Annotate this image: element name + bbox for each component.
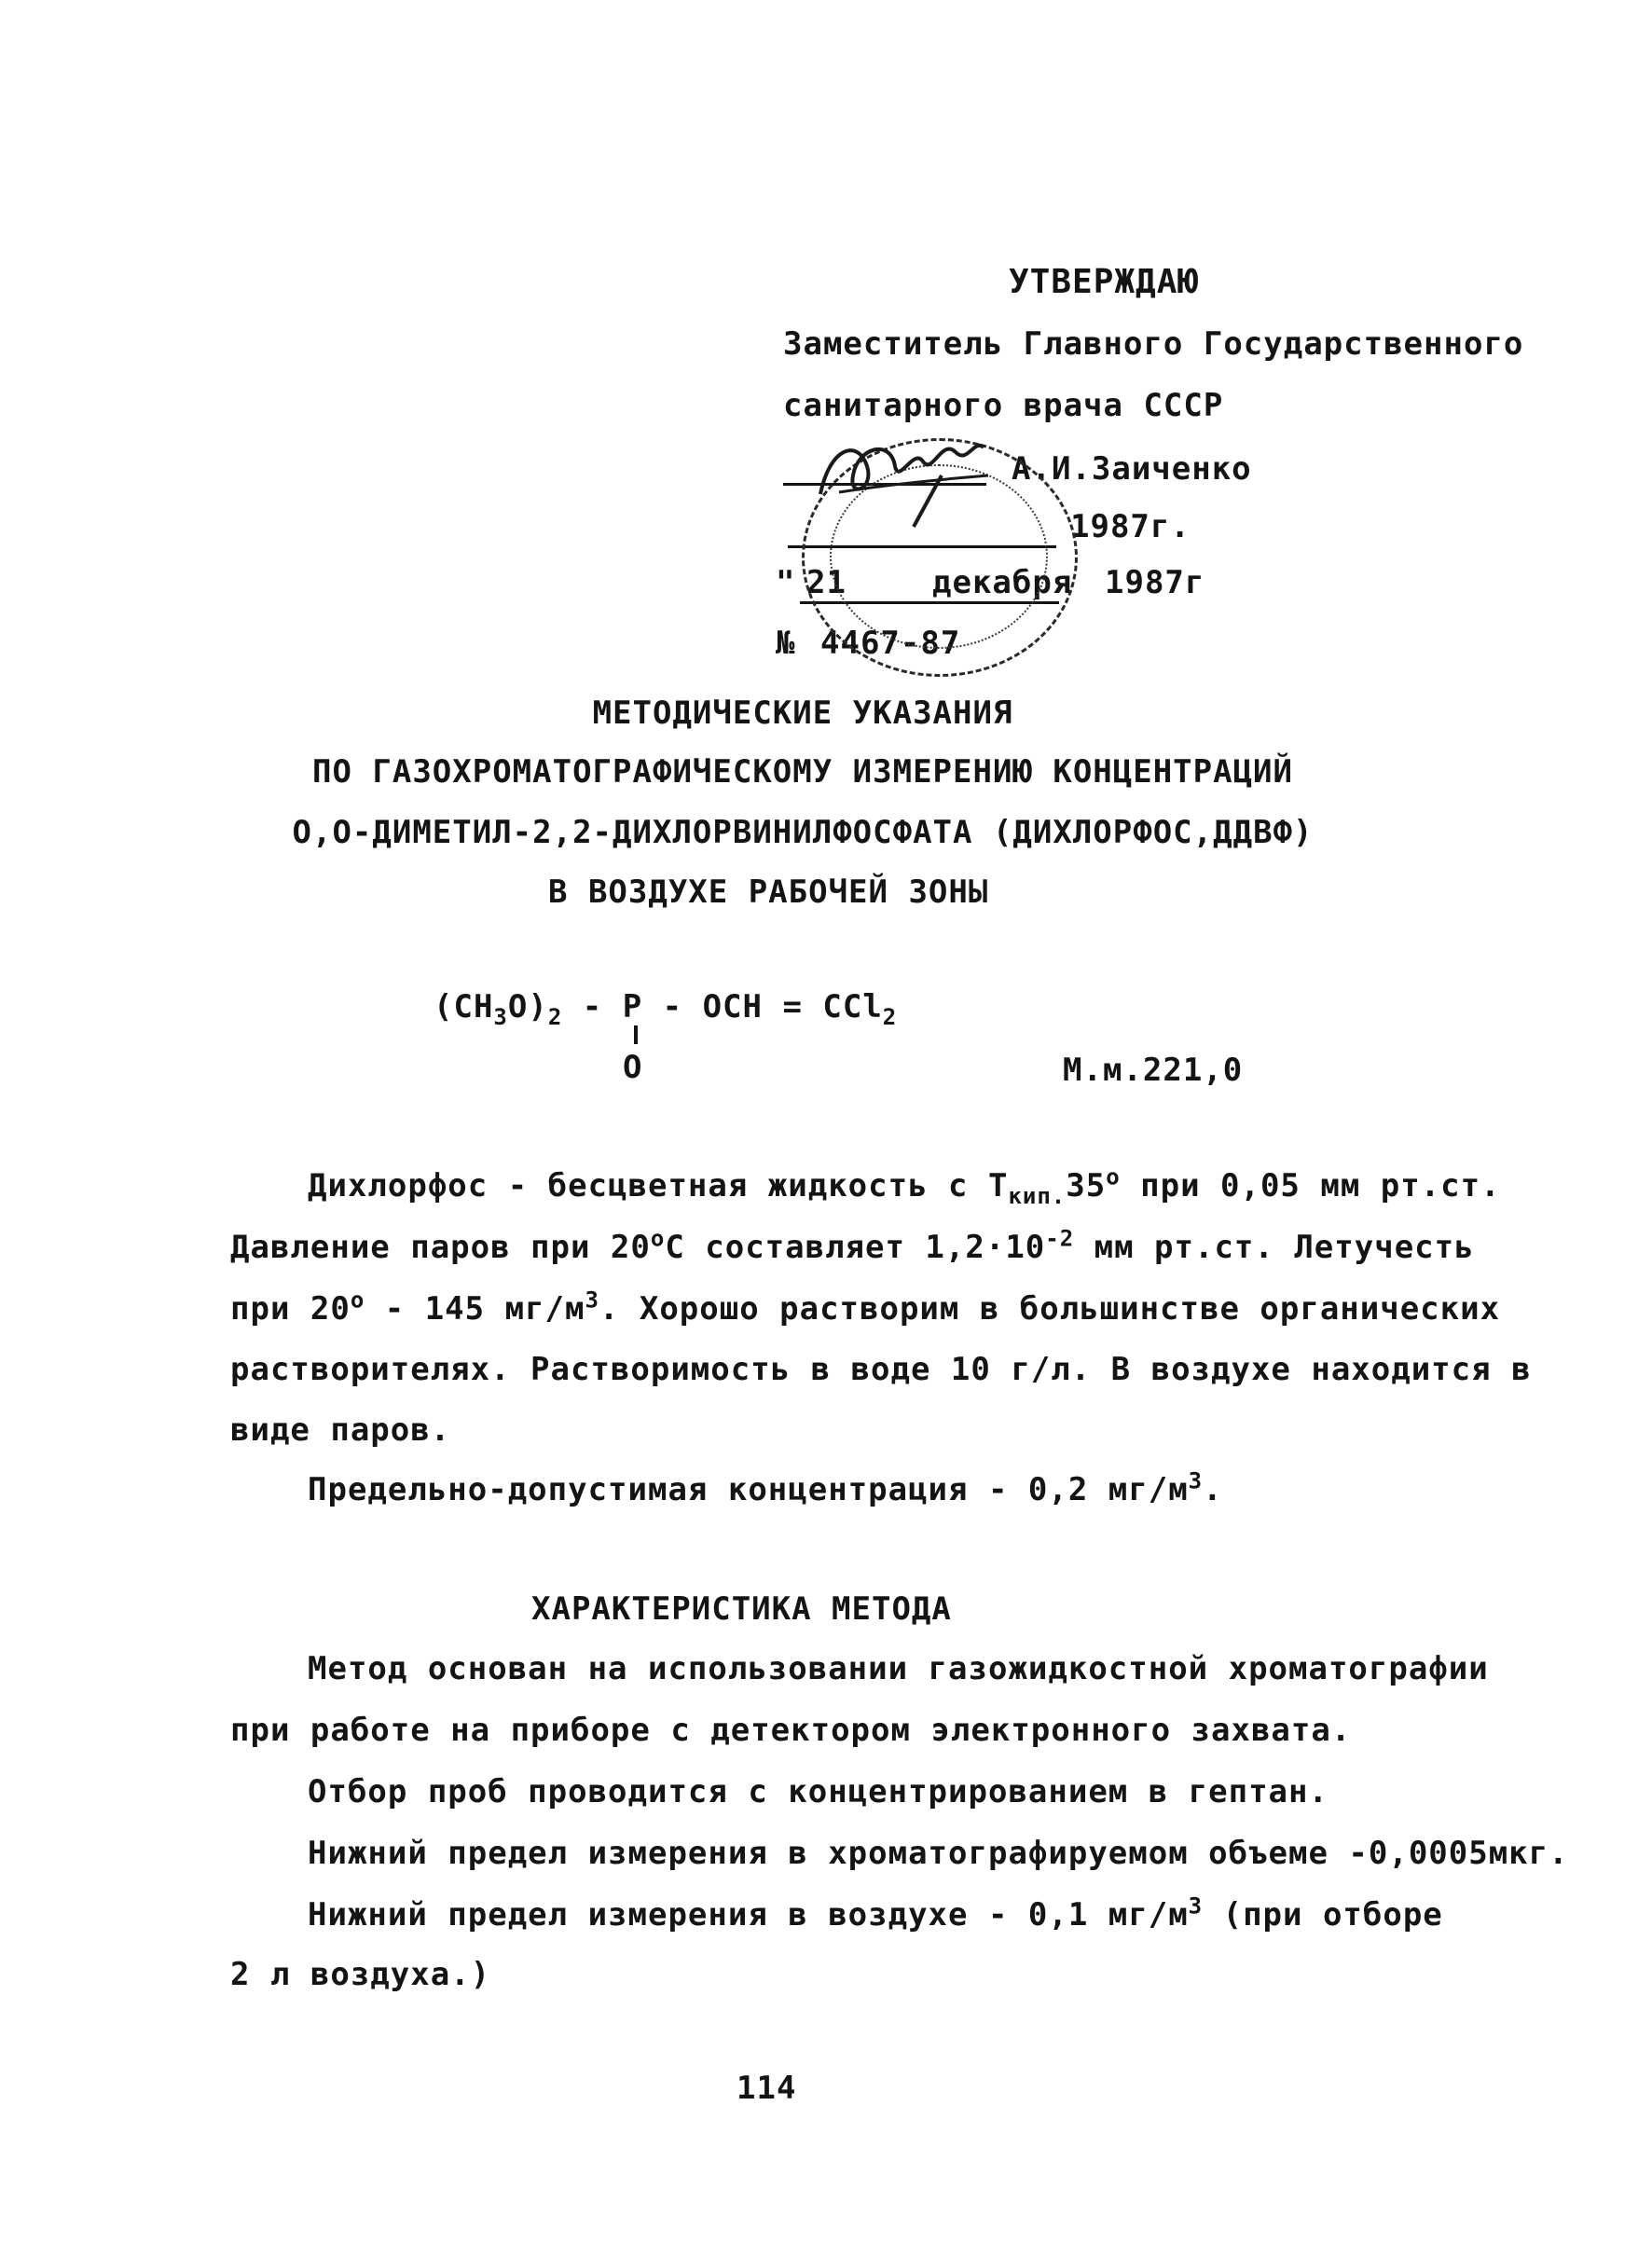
title-line-2: ПО ГАЗОХРОМАТОГРАФИЧЕСКОМУ ИЗМЕРЕНИЮ КОНЦЕНТРАЦИЙ [311, 753, 1294, 791]
method-line-5-sup: 3 [1188, 1892, 1204, 1920]
properties-line-6-sup: 3 [1188, 1467, 1204, 1494]
formula-sub-b: 2 [547, 1003, 563, 1030]
approval-signer: А.И.Заиченко [1012, 450, 1252, 488]
approval-date-prefix: " [776, 564, 796, 601]
properties-line-6-b: . [1203, 1471, 1223, 1508]
method-line-4: Нижний предел измерения в хроматографируемом объеме -0,0005мкг. [308, 1835, 1569, 1872]
method-line-5 [308, 1892, 1443, 1934]
properties-line-1 [308, 1163, 1501, 1209]
formula-double-bond [634, 1025, 638, 1044]
properties-line-5: виде паров. [230, 1411, 451, 1449]
approval-number: 4467-87 [820, 625, 961, 662]
approval-date-day: 21 [806, 564, 847, 601]
properties-line-2-a: Давление паров при 20 [230, 1229, 651, 1266]
approval-date-year: 1987г [1105, 564, 1205, 601]
title-line-4: В ВОЗДУХЕ РАБОЧЕЙ ЗОНЫ [548, 874, 989, 911]
properties-line-4: растворителях. Растворимость в воде 10 г/л. В воздухе находится в [230, 1351, 1532, 1388]
properties-line-3-b: - 145 мг/м [365, 1290, 585, 1328]
properties-line-2-c: мм рт.ст. Летучесть [1074, 1229, 1475, 1266]
method-heading: ХАРАКТЕРИСТИКА МЕТОДА [531, 1590, 952, 1628]
formula-oxygen: O [623, 1049, 643, 1086]
approval-date-month: декабря [932, 564, 1073, 601]
chemical-formula [434, 988, 898, 1030]
properties-line-3-c: . Хорошо растворим в большинстве органических [599, 1290, 1501, 1328]
handwritten-signature [802, 410, 1007, 531]
properties-line-2-sup: о [650, 1225, 666, 1252]
properties-line-1-sub: кип. [1008, 1182, 1067, 1209]
properties-line-3-sup: о [350, 1287, 365, 1314]
page-number: 114 [737, 2070, 797, 2107]
method-line-5-b: (при отборе [1203, 1896, 1443, 1934]
properties-line-3 [230, 1287, 1501, 1328]
approval-number-prefix: № [776, 625, 796, 662]
molecular-mass: М.м.221,0 [1063, 1052, 1244, 1089]
properties-line-2-b: С составляет 1,2·10 [665, 1229, 1046, 1266]
title-line-3: О,О-ДИМЕТИЛ-2,2-ДИХЛОРВИНИЛФОСФАТА (ДИХЛОРФОС,ДДВФ) [292, 814, 1314, 851]
properties-line-2 [230, 1225, 1475, 1267]
properties-line-6-a: Предельно-допустимая концентрация - 0,2 мг/м [308, 1471, 1189, 1508]
properties-line-6 [308, 1467, 1223, 1509]
formula-part-b: O) [507, 988, 548, 1025]
method-line-6: 2 л воздуха.) [230, 1956, 491, 1993]
formula-part-a: (CH [434, 988, 494, 1025]
properties-line-1-a: Дихлорфос - бесцветная жидкость с Т [308, 1167, 1009, 1204]
method-line-1: Метод основан на использовании газожидкостной хроматографии [308, 1650, 1489, 1687]
approval-position-line2: санитарного врача СССР [783, 387, 1224, 424]
properties-line-1-b: 35 [1066, 1167, 1107, 1204]
formula-part-c: - P - OCH = CCl [562, 988, 883, 1025]
approval-heading: УТВЕРЖДАЮ [1009, 263, 1200, 301]
approval-position-line1: Заместитель Главного Государственного [783, 325, 1524, 363]
formula-sub-c: 2 [882, 1003, 898, 1030]
properties-line-2-sup2: -2 [1045, 1225, 1075, 1252]
title-line-1: МЕТОДИЧЕСКИЕ УКАЗАНИЯ [592, 695, 1013, 732]
properties-line-1-c: при 0,05 мм рт.ст. [1120, 1167, 1501, 1204]
method-line-3: Отбор проб проводится с концентрированием в гептан. [308, 1773, 1328, 1810]
method-line-5-a: Нижний предел измерения в воздухе - 0,1 мг/м [308, 1896, 1189, 1934]
method-line-2: при работе на приборе с детектором электронного захвата. [230, 1712, 1352, 1749]
properties-line-3-a: при 20 [230, 1290, 351, 1328]
formula-sub-a: 3 [493, 1003, 508, 1030]
properties-line-1-sup: о [1106, 1163, 1121, 1190]
properties-line-3-sup2: 3 [585, 1287, 599, 1314]
approval-year-1: 1987г. [1070, 508, 1191, 545]
